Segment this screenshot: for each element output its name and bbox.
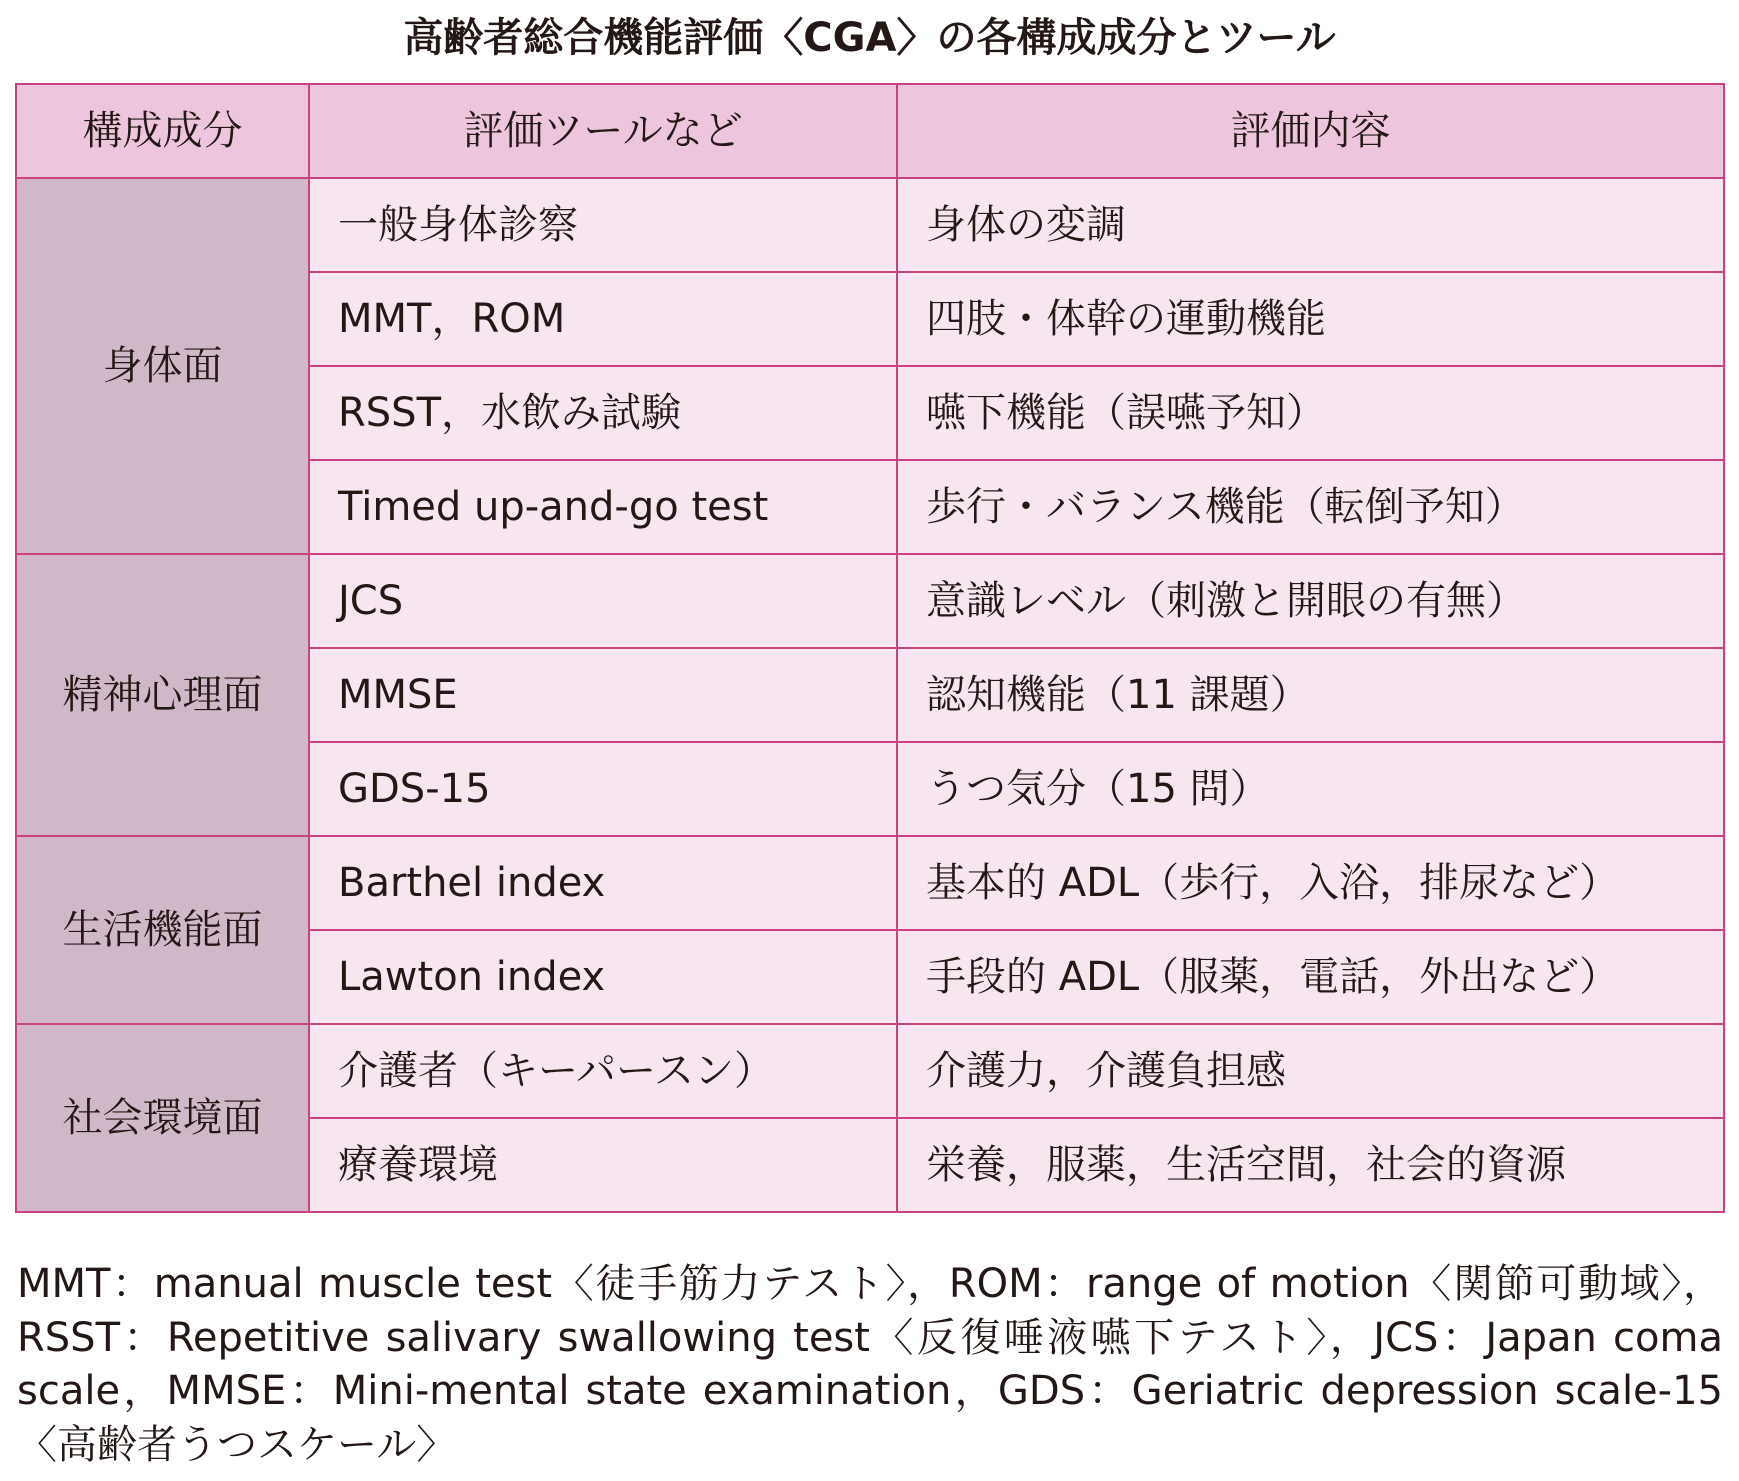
tool-cell: Barthel index	[309, 836, 897, 930]
category-mental: 精神心理面	[16, 554, 309, 836]
content-cell: 意識レベル（刺激と開眼の有無）	[897, 554, 1724, 648]
content-cell: 歩行・バランス機能（転倒予知）	[897, 460, 1724, 554]
tool-cell: MMSE	[309, 648, 897, 742]
tool-cell: GDS-15	[309, 742, 897, 836]
table-header-row	[16, 84, 1724, 178]
content-cell: 嚥下機能（誤嚥予知）	[897, 366, 1724, 460]
footnote: MMT：manual muscle test〈徒手筋力テスト〉，ROM：range of motion〈関節可動域〉，RSST：Repetitive salivary swallowing test〈反復唾液嚥下テスト〉，JCS：Japan coma scale，MMSE：Mini-mental state examination，GDS：Geriatric depression scale-15〈高齢者うつスケール〉	[17, 1261, 1723, 1468]
tool-cell: 一般身体診察	[309, 178, 897, 272]
tool-cell: Timed up-and-go test	[309, 460, 897, 554]
cga-table	[15, 83, 1725, 1213]
content-cell: 認知機能（11 課題）	[897, 648, 1724, 742]
tool-cell: MMT，ROM	[309, 272, 897, 366]
tool-cell: 介護者（キーパースン）	[309, 1024, 897, 1118]
content-cell: 身体の変調	[897, 178, 1724, 272]
content-cell: 介護力，介護負担感	[897, 1024, 1724, 1118]
category-social: 社会環境面	[16, 1024, 309, 1212]
tool-cell: RSST，水飲み試験	[309, 366, 897, 460]
header-tools: 評価ツールなど	[309, 84, 897, 178]
content-cell: 四肢・体幹の運動機能	[897, 272, 1724, 366]
table-row	[16, 178, 1724, 272]
tool-cell: JCS	[309, 554, 897, 648]
tool-cell: Lawton index	[309, 930, 897, 1024]
table-row	[16, 836, 1724, 930]
content-cell: 手段的 ADL（服薬，電話，外出など）	[897, 930, 1724, 1024]
table-title: 高齢者総合機能評価〈CGA〉の各構成成分とツール	[403, 15, 1336, 61]
category-physical: 身体面	[16, 178, 309, 554]
table-row	[16, 1024, 1724, 1118]
category-function: 生活機能面	[16, 836, 309, 1024]
header-component: 構成成分	[16, 84, 309, 178]
header-content: 評価内容	[897, 84, 1724, 178]
content-cell: 基本的 ADL（歩行，入浴，排尿など）	[897, 836, 1724, 930]
tool-cell: 療養環境	[309, 1118, 897, 1212]
content-cell: 栄養，服薬，生活空間，社会的資源	[897, 1118, 1724, 1212]
table-row	[16, 554, 1724, 648]
content-cell: うつ気分（15 問）	[897, 742, 1724, 836]
